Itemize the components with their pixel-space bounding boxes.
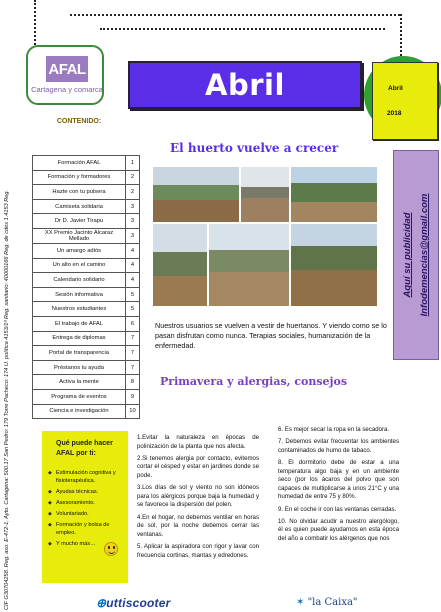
ad-banner-label[interactable]: Aquí su publicidad (402, 212, 413, 298)
services-list-item: ◆ Voluntariado. (48, 510, 122, 518)
contents-item-label: Programa de eventos (33, 389, 126, 404)
contents-item-label: Un alto en el camino (33, 258, 126, 273)
dotted-guide-mid (100, 28, 385, 30)
contents-item-label: Camiseta solidaria (33, 199, 126, 214)
contents-item-page: 9 (126, 389, 140, 404)
title-banner (128, 61, 362, 109)
contents-row (33, 170, 140, 185)
section-heading-garden: El huerto vuelve a crecer (170, 141, 339, 155)
sponsor-uttiscooter-text: uttiscooter (106, 596, 171, 610)
allergy-tip: 8. El dormitorio debe de estar a una temperatura algo baja y en un ambiente seco (por los ácaros del polvo que son capaces de multiplicarse a unos 21°C y una humedad de entre 75 y 80%. (278, 458, 399, 501)
contents-item-label: Portal de transparencia (33, 346, 126, 361)
allergy-tips-right (278, 426, 399, 547)
contents-item-page: 3 (126, 199, 140, 214)
photo (291, 167, 377, 222)
contents-item-label: XX Premio Jacinto Alcaraz Mellado (33, 228, 126, 243)
uttiscooter-mark-icon: ⊕ (96, 596, 107, 610)
allergy-tips-left (137, 434, 259, 564)
services-list (48, 469, 122, 551)
contents-row (33, 302, 140, 317)
garden-paragraph: Nuestros usuarios se vuelven a vestir de huertanos. Y viendo como se lo pasan disfrutan como nunca. Terapias sociales, humanización de la enfermedad. (155, 321, 387, 350)
allergy-tip: 2.Si tenemos alergia por contacto, evitemos cortar el césped y estar en jardines donde se pode. (137, 454, 259, 479)
contents-title: CONTENIDO: (56, 118, 102, 125)
contents-row (33, 273, 140, 288)
contents-item-page: 4 (126, 258, 140, 273)
allergy-tip: 6. Es mejor secar la ropa en la secadora. (278, 426, 390, 433)
contents-item-page: 6 (126, 316, 140, 331)
sponsor-uttiscooter-logo (96, 596, 246, 612)
ad-banner-text (393, 150, 439, 360)
services-list-item: ◆ Formación y bolsa de empleo. (48, 521, 122, 537)
contents-row (33, 287, 140, 302)
contents-item-page: 2 (126, 170, 140, 185)
dotted-guide-top (70, 14, 400, 16)
contents-item-label: Nuestros estudiantes (33, 302, 126, 317)
services-title: Qué puede hacer AFAL por ti: (56, 440, 113, 457)
contents-item-page: 8 (126, 375, 140, 390)
services-list-item: ◆ Asesoramiento. (48, 499, 122, 507)
contents-item-page: 3 (126, 228, 140, 243)
services-list-item: ◆ Ayudas técnicas. (48, 488, 122, 496)
contents-item-page: 7 (126, 360, 140, 375)
contents-item-page: 4 (126, 273, 140, 288)
contents-item-page: 7 (126, 346, 140, 361)
contents-item-page: 3 (126, 214, 140, 229)
contents-table (32, 155, 140, 419)
contents-row (33, 331, 140, 346)
services-list-item: ◆ Estimulación cognitiva y fisioterapéutica. (48, 469, 122, 485)
contents-item-label: Préstanos tu ayuda (33, 360, 126, 375)
contents-item-label: Un amargo adiós (33, 243, 126, 258)
allergy-tip: 9. En el coche ir con las ventanas cerradas. (278, 505, 397, 513)
vertical-registry (4, 50, 14, 610)
afal-logo: AFAL (46, 56, 88, 82)
photo-collage (153, 167, 377, 306)
allergy-tip: 10. No olvidar acudir a nuestro alergólogo, él es quien puede ayudarnos en esta época del año a combatir los alérgenos que nos (278, 517, 399, 542)
services-list-item: ◆ Y mucho más… (48, 540, 122, 548)
contents-row (33, 199, 140, 214)
contents-row (33, 389, 140, 404)
contents-row (33, 185, 140, 200)
contents-item-page: 4 (126, 243, 140, 258)
contents-item-page: 2 (126, 185, 140, 200)
photo (153, 224, 207, 306)
contents-item-label: Hazte con tu pulsera (33, 185, 126, 200)
contents-item-label: Entrega de diplomas (33, 331, 126, 346)
ad-banner-email-link[interactable]: Infodemencias@gmail.com (419, 193, 430, 317)
contents-item-label: Calendario solidario (33, 273, 126, 288)
contents-row (33, 156, 140, 171)
contents-item-label: El trabajo de AFAL (33, 316, 126, 331)
contents-item-page: 10 (126, 404, 140, 419)
photo (209, 224, 289, 306)
contents-item-label: Dr D. Javier Tirapu (33, 214, 126, 229)
photo (291, 224, 377, 306)
smiley-icon (104, 542, 118, 556)
allergy-tip: 3.Los días de sol y viento no son idóneos para los alérgicos porque baja la humedad y se favorece la dispersión del polen. (137, 484, 259, 509)
contents-row (33, 375, 140, 390)
contents-item-page: 5 (126, 302, 140, 317)
allergy-tip: 5. Aplicar la aspiradora con rigor y lavar con frecuencia cortinas, mantas y edredones. (137, 542, 259, 559)
contents-item-label: Formación y formadores (33, 170, 126, 185)
contents-row (33, 214, 140, 229)
contents-item-label: Activa la mente (33, 375, 126, 390)
page-title: Abril (205, 68, 285, 102)
contents-item-label: Ciencia e investigación (33, 404, 126, 419)
logo-subtitle: Cartagena y comarca (31, 85, 103, 94)
contents-item-page: 5 (126, 287, 140, 302)
vertical-registry-text: CIF G30704258. Reg. aso. E-472-1, Ayto. Cartagena: 500.17 San Pedro: 179 Torre Pacheco: 174 U. política 4153/1ª Reg. sanitario: 40000166 Reg. de cdes 1.4153 Reg. (4, 189, 10, 610)
photo (241, 167, 289, 222)
contents-row (33, 360, 140, 375)
contents-row (33, 258, 140, 273)
photo (153, 167, 239, 222)
date-year: 2018 (387, 110, 402, 117)
contents-row (33, 316, 140, 331)
lacaixa-star-icon: ✶ (296, 597, 305, 608)
date-month: Abril (388, 85, 403, 92)
contents-row (33, 243, 140, 258)
allergy-tip: 4.En el hogar, no debemos ventilar en horas de sol, por la noche debemos cerrar las ventanas. (137, 513, 259, 538)
allergy-tip: 7. Debemos evitar frecuentar los ambientes contaminados de humo de tabaco. (278, 438, 399, 454)
contents-row (33, 228, 140, 243)
allergy-tip: 1.Evitar la naturaleza en épocas de polinización de la planta que nos afecta. (137, 434, 259, 450)
contents-item-page: 7 (126, 331, 140, 346)
date-box (372, 62, 438, 140)
dotted-guide-right (400, 14, 402, 56)
contents-item-page: 1 (126, 156, 140, 171)
contents-item-label: Sesión informativa (33, 287, 126, 302)
sponsor-lacaixa-text: "la Caixa" (307, 597, 358, 608)
section-heading-allergies: Primavera y alergias, consejos (160, 375, 348, 388)
contents-item-label: Formación AFAL (33, 156, 126, 171)
contents-row (33, 346, 140, 361)
contents-row (33, 404, 140, 419)
sponsor-lacaixa-logo (296, 597, 358, 608)
